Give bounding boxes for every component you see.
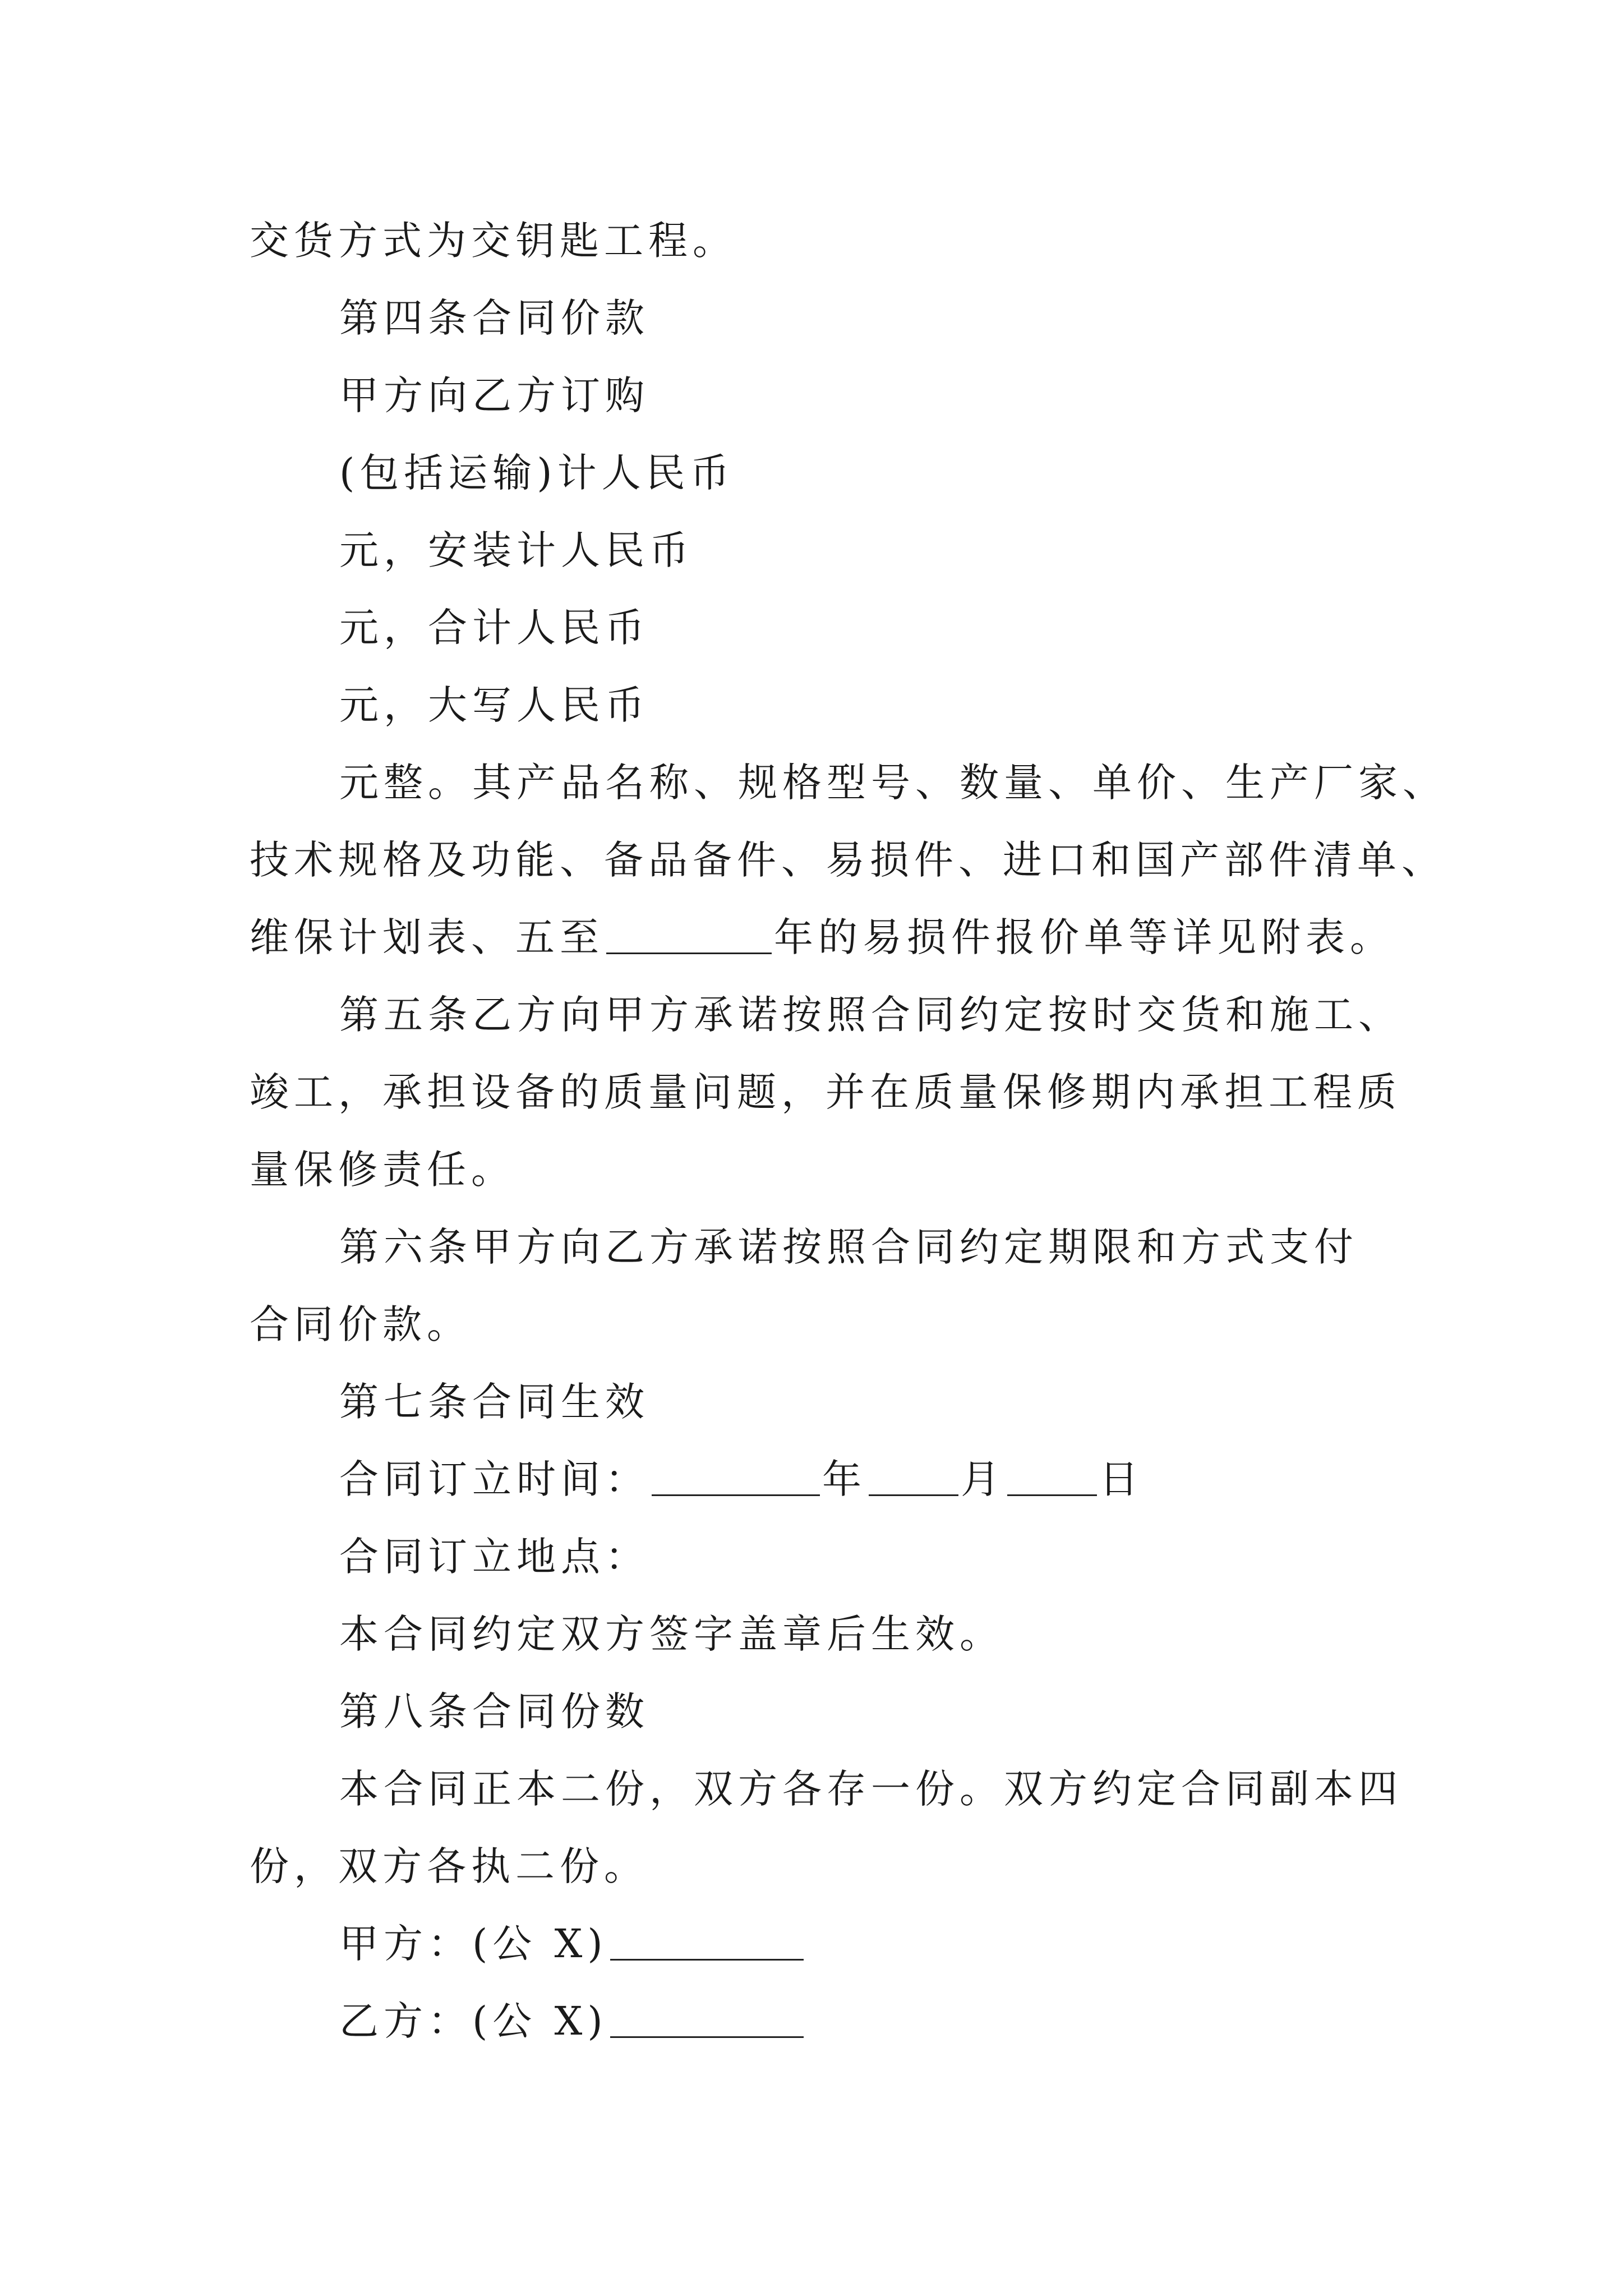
fill-in-blank-year [652, 1494, 820, 1496]
text-segment: 合同订立时间： [339, 1456, 649, 1502]
text-line: 合同价款。 [250, 1301, 471, 1347]
text-line: 竣工，承担设备的质量问题，并在质量保修期内承担工程质 [250, 1069, 1401, 1115]
text-segment: 月 [961, 1456, 1005, 1502]
text-segment: 年的易损件报价单等详见附表。 [774, 914, 1394, 960]
fill-in-blank-month [869, 1494, 958, 1496]
text-line: 合同订立地点： [339, 1534, 649, 1580]
party-a-label: 甲方：(公 X) [339, 1921, 608, 1967]
text-line: 份，双方各执二份。 [250, 1843, 648, 1889]
text-segment: 年 [822, 1456, 866, 1502]
section-heading: 第七条合同生效 [339, 1379, 649, 1425]
section-heading: 第六条甲方向乙方承诺按照合同约定期限和方式支付 [339, 1224, 1358, 1270]
section-heading: 第四条合同价款 [339, 295, 649, 341]
fill-in-blank-day [1007, 1494, 1097, 1496]
text-line: 本合同约定双方签字盖章后生效。 [339, 1611, 1004, 1657]
text-line [339, 1456, 1144, 1502]
text-segment: 维保计划表、五至 [250, 914, 604, 960]
signature-blank [610, 1959, 804, 1961]
text-line: 元，合计人民币 [339, 605, 649, 651]
text-line: 交货方式为交钥匙工程。 [250, 218, 737, 264]
signature-line-party-b [339, 1998, 806, 2044]
text-line: 元整。其产品名称、规格型号、数量、单价、生产厂家、 [339, 760, 1447, 806]
party-b-label: 乙方：(公 X) [339, 1998, 608, 2044]
fill-in-blank [606, 953, 772, 954]
text-line: 元，安装计人民币 [339, 527, 694, 573]
text-line [250, 914, 1394, 960]
text-line: (包括运输)计人民币 [339, 450, 735, 496]
section-heading: 第五条乙方向甲方承诺按照合同约定按时交货和施工、 [339, 992, 1403, 1038]
section-heading: 第八条合同份数 [339, 1688, 649, 1734]
text-line: 本合同正本二份，双方各存一份。双方约定合同副本四 [339, 1766, 1403, 1812]
signature-blank [610, 2036, 804, 2038]
text-line: 量保修责任。 [250, 1147, 515, 1193]
text-line: 技术规格及功能、备品备件、易损件、进口和国产部件清单、 [250, 837, 1446, 883]
text-line: 甲方向乙方订购 [339, 372, 649, 418]
signature-line-party-a [339, 1921, 806, 1967]
text-line: 元，大写人民币 [339, 682, 649, 728]
text-segment: 日 [1099, 1456, 1144, 1502]
